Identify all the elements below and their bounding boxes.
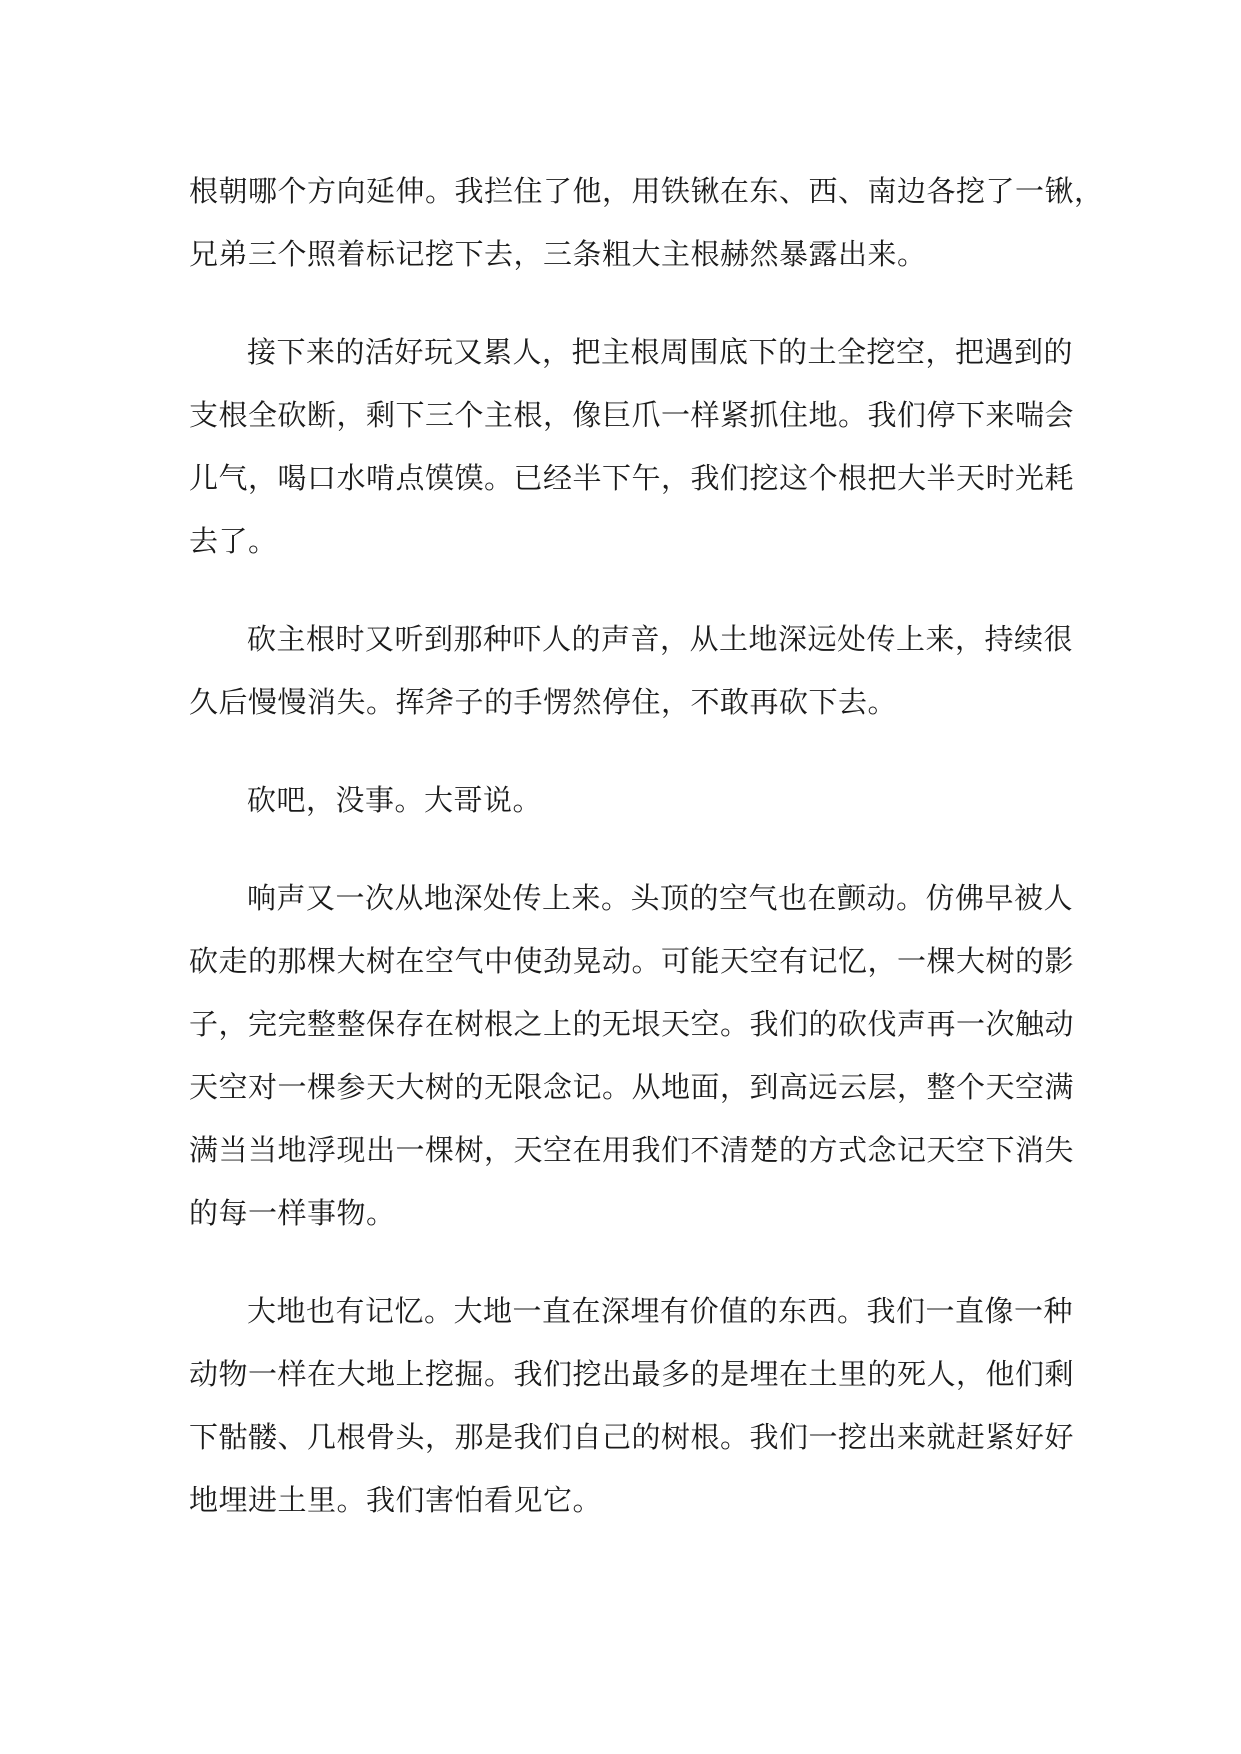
text-line: 地埋进土里。我们害怕看见它。 — [189, 1483, 603, 1517]
paragraph-3 — [189, 608, 1074, 734]
paragraph-1 — [189, 160, 1104, 286]
text-line: 去了。 — [189, 524, 278, 558]
text-line: 根朝哪个方向延伸。我拦住了他，用铁锹在东、西、南边各挖了一锹， — [189, 174, 1104, 208]
text-line: 接下来的活好玩又累人，把主根周围底下的土全挖空，把遇到的 — [247, 335, 1074, 369]
text-line: 支根全砍断，剩下三个主根，像巨爪一样紧抓住地。我们停下来喘会 — [189, 398, 1075, 432]
document-body — [189, 160, 1104, 1567]
text-line: 动物一样在大地上挖掘。我们挖出最多的是埋在土里的死人，他们剩 — [189, 1357, 1075, 1391]
text-line: 的每一样事物。 — [189, 1196, 396, 1230]
paragraph-4 — [189, 769, 1059, 832]
text-line: 天空对一棵参天大树的无限念记。从地面，到高远云层，整个天空满 — [189, 1070, 1075, 1104]
text-line: 砍主根时又听到那种吓人的声音，从土地深远处传上来，持续很 — [247, 622, 1074, 656]
text-line: 砍吧，没事。大哥说。 — [247, 783, 543, 817]
text-line: 下骷髅、几根骨头，那是我们自己的树根。我们一挖出来就赶紧好好 — [189, 1420, 1075, 1454]
text-line: 子，完完整整保存在树根之上的无垠天空。我们的砍伐声再一次触动 — [189, 1007, 1075, 1041]
text-line: 大地也有记忆。大地一直在深埋有价值的东西。我们一直像一种 — [247, 1294, 1074, 1328]
paragraph-6 — [189, 1280, 1075, 1532]
text-line: 儿气，喝口水啃点馍馍。已经半下午，我们挖这个根把大半天时光耗 — [189, 461, 1075, 495]
text-line: 砍走的那棵大树在空气中使劲晃动。可能天空有记忆，一棵大树的影 — [189, 944, 1075, 978]
text-line: 兄弟三个照着标记挖下去，三条粗大主根赫然暴露出来。 — [189, 237, 927, 271]
text-line: 久后慢慢消失。挥斧子的手愣然停住，不敢再砍下去。 — [189, 685, 898, 719]
text-line: 满当当地浮现出一棵树，天空在用我们不清楚的方式念记天空下消失 — [189, 1133, 1075, 1167]
text-line: 响声又一次从地深处传上来。头顶的空气也在颤动。仿佛早被人 — [247, 881, 1074, 915]
paragraph-5 — [189, 867, 1075, 1245]
paragraph-2 — [189, 321, 1075, 573]
